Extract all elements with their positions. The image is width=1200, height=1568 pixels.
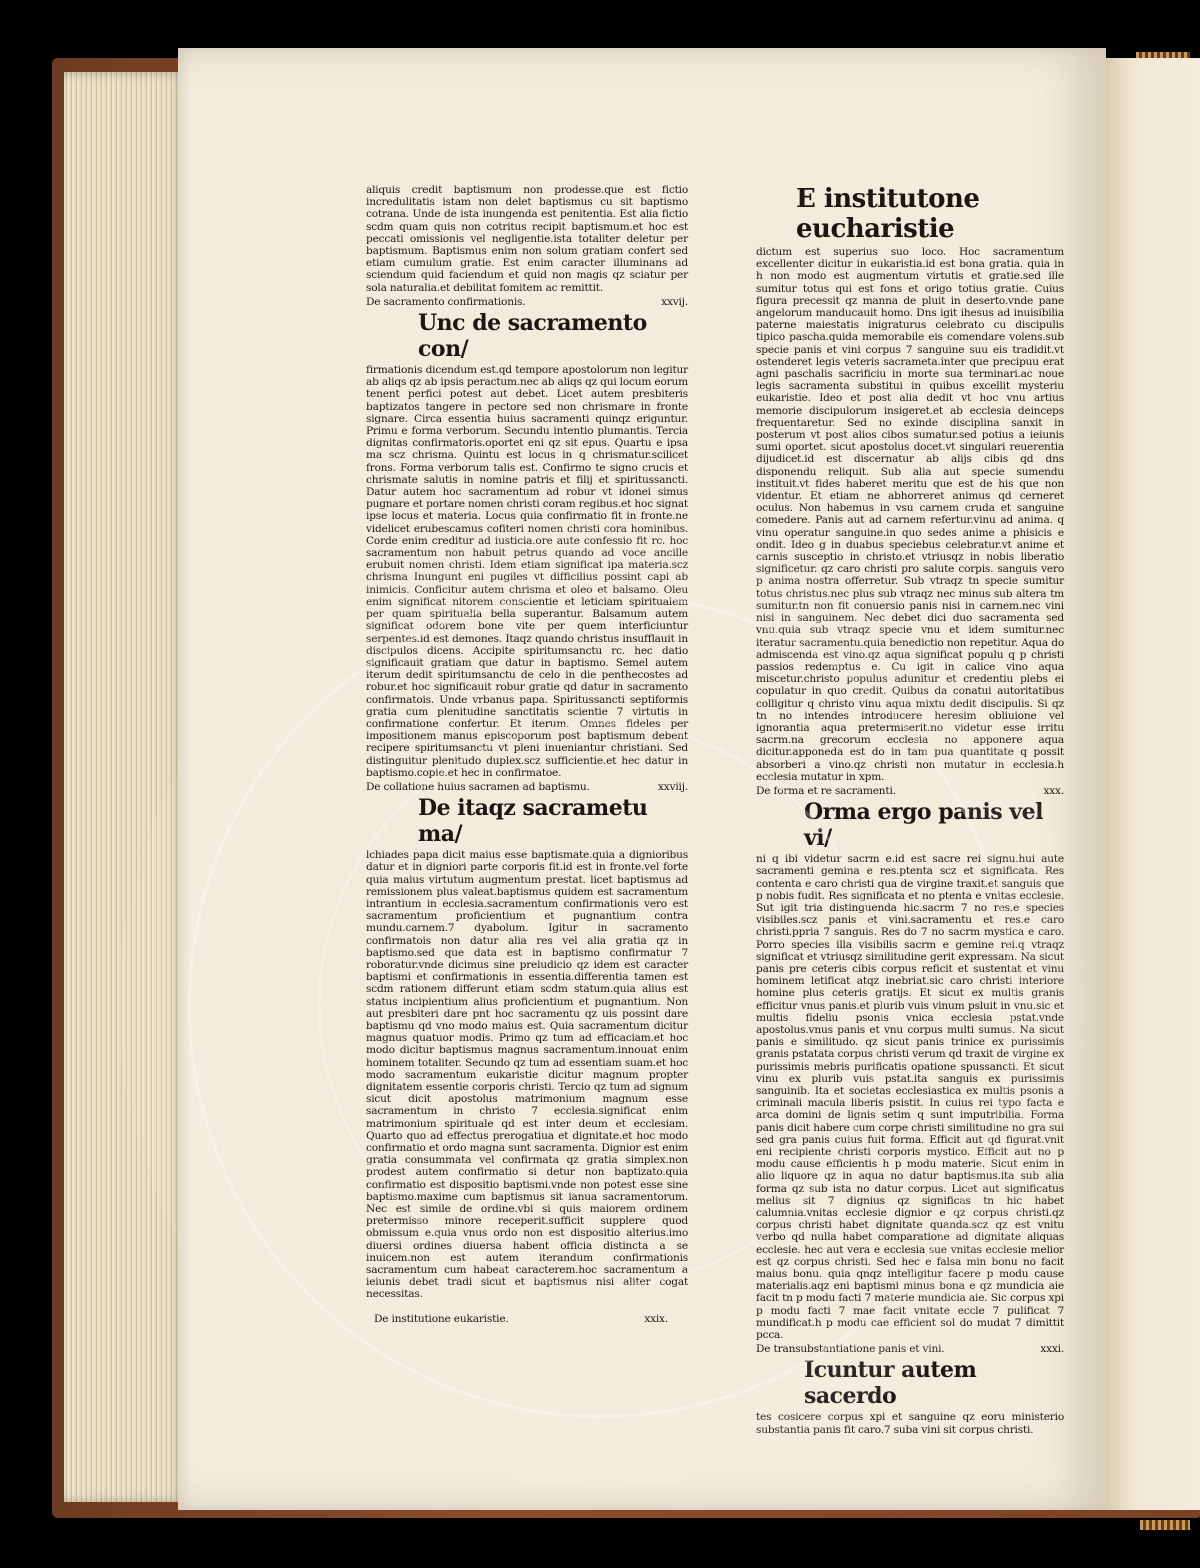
chapter-number: xxxi. [1040, 1343, 1064, 1356]
right-page-edge [1106, 58, 1200, 1510]
section-heading: Unc de sacramento con/ [418, 310, 647, 363]
rubric-title: De transubstantiatione panis et vini. [756, 1343, 945, 1356]
chapter-number: xxx. [1043, 784, 1064, 797]
page-edges [64, 72, 188, 1502]
chapter-number: xxvij. [661, 295, 688, 308]
chapter-number: xxviij. [658, 780, 688, 793]
eucharist-paragraph: dictum est superius suo loco. Hoc sacramentum excellenter dicitur in eukaristia.id est bona gratia. quia in h non modo est augmentum virtutis et gratie.sed ille sumitur totus qui est fons et origo totius gratie. Cuius figura precessit qz manna de pluit in deserto.vnde pane angelorum manducauit homo. Dns igit ihesus ad inuisibilia paterne maiestatis inigraturus celebrato cu discipulis tipico pascha.quida memorabile eis comendare volens.sub specie panis et vini corpus 7 sanguine suu eis tradidit.vt ostenderet legis veteris sacrameta.inter que precipuu erat agni paschalis sacrificiu in morte sua terminari.ac noue legis sacramenta substitui in quibus excellit mysteriu eukaristie. Ideo et post alia dedit vt hoc vnu artius memorie discipulorum insigeret.et ab ecclesia deinceps frequentaretur. Sed no exinde disciplina sanxit in posterum vt post alios cibos sumatur.sed potius a ieiunis sumi oportet. sicut apostolus docet.vt singulari reuerentia dijudicet.id est discernatur ab alijs cibis qd dns disponendu reliquit. Sub alia aut specie sumendu instituit.vt fides haberet meritu que est de his que non videntur. Et etiam ne abhorreret animus qd cerneret oculus. Non habemus in vsu carnem cruda et sanguine comedere. Panis aut ad carnem refertur.vinu ad anima. q vinu operatur sanguine.in quo sedes anime a phisicis e ondit. Ideo g in duabus speciebus celebratur.vt anime et carnis susceptio in christo.et vtriusqz in nobis liberatio significetur. qz caro christi pro salute corpis. sanguis vero p anima nostra offerretur. Sub vtraqz tn specie sumitur totus christus.nec plus sub vtraqz nec minus sub altera tm sumitur.tn non fit conuersio panis nisi in carnem.nec vini nisi in sanguinem. Nec debet dici duo sacramenta sed vnu.quia sub vtraqz specie vnu et idem sumitur.nec iteratur sacramentu.quia benedictio non repetitur. Aqua do admiscenda est vino.qz aqua significat populu q p christi passios redemptus e. Cu igit in calice vino aqua miscetur.christo populus adunitur et credentiu plebs ei copulatur in quo credit. Quibus da conatui autoritatibus colligitur q christo vinu aqua mixtu dedit discipulis. Si qz tn no intendes introducere heresim obliuione vel ignorantia aqua pretermiserit.no videtur esse irritu sacrm.na grecorum ecclesia no apponere aqua dicitur.apponeda est do in tam pua quantitate q possit absorberi a vino.qz christi non mutatur in ecclesia.h ecclesia mutatur in xpm. [756, 246, 1064, 783]
rubric-transubstantiation [756, 1343, 1064, 1355]
right-text-column [756, 184, 1064, 1436]
rubric-title: De collatione huius sacramen ad baptismu. [366, 780, 590, 793]
catchword: De institutione eukaristie. [374, 1312, 509, 1325]
confirmation-paragraph: firmationis dicendum est.qd tempore apostolorum non legitur ab aliqs qz ab ipsis peractum.nec ab aliqs qz qui locum eorum tenent perfici potest aut debet. Licet autem presbiteris baptizatos tangere in pectore sed non chrismare in fronte signare. Circa essentia huius sacramenti quinqz eriguntur. Primu e forma verborum. Secundu intentio plumantis. Tercia dignitas confirmatoris.oportet eni qz sit epus. Quartu e ipsa ma scz chrisma. Quintu est locus in q chrismatur.scilicet frons. Forma verborum talis est. Confirmo te signo crucis et chrismate salutis in nomine patris et filij et spiritussancti. Datur autem hoc sacramentum ad robur vt idonei simus pugnare et portare nomen christi coram regibus.et hoc signat ipse locus et materia. Locus quia confirmatio fit in fronte.ne videlicet erubescamus cofiteri nomen christi cora hominibus. Corde enim creditur ad iusticia.ore aute confessio fit rc. hoc sacramentum non habuit petrus quando ad voce ancille erubuit nomen christi. Idem etiam significat ipa materia.scz chrisma Inungunt eni pugiles vt difficilius possint capi ab inimicis. Conficitur autem chrisma et oleo et balsamo. Oleu enim significat nitorem conscientie et leticiam spiritualem per quam spiritualia bella superantur. Balsamum autem significat odorem bone vite per quem interficiuntur serpentes.id est demones. Itaqz quando christus insufflauit in discipulos dicens. Accipite spiritumsanctu rc. hec datio significauit gratiam que datur in baptismo. Semel autem iterum dedit spiritumsanctu de celo in die penthecostes ad robur.et hoc significauit robur gratie qd datur in sacramento confirmatois. Unde vrbanus papa. Spiritussancti septiformis gratia cum plenitudine sanctitatis scientie 7 virtutis in confirmatione confertur. Et iterum. Omnes fideles per impositionem manus episcoporum post baptismum debent recipere spiritumsanctu vt pleni inueniantur christiani. Sed distinguitur plenitudo duplex.scz sufficientie.et hec datur in baptismo.copie.et hec in confirmatoe. [366, 364, 688, 779]
rubric-confirmation [366, 296, 688, 308]
section-heading: E institutone eucharistie [796, 184, 980, 244]
rubric-collation [366, 781, 688, 793]
section-heading: Orma ergo panis vel vi/ [804, 799, 1043, 852]
section-heading: De itaqz sacrametu ma/ [418, 795, 648, 848]
rubric-form [756, 785, 1064, 797]
collation-paragraph: lchiades papa dicit maius esse baptismate.quia a dignioribus datur et in digniori parte corporis fit.id est in fronte.vel forte quia maius virtutum augmentum prestat. licet baptismus ad remissionem plus valeat.baptismus quidem est sacramentum intrantium in ecclesia.sacramentum confirmationis vero est sacramentum proficientium et pugnantium contra mundu.carnem.7 dyabolum. Igitur in sacramento confirmatois non datur alia res vel alia gratia qz in baptismo.sed que data est in baptismo confirmatur 7 roboratur.vnde dicimus sine preiudicio qz idem est caracter baptismi et confirmationis in essentia.differentia tamen est scdm rationem differunt etiam scdm statum.quia alius est status incipientium alius proficientium et pugnantium. Non aut presbiteri dare pnt hoc sacramentu qz uis possint dare baptismu qd vno modo maius est. Quia sacramentum dicitur magnus quatuor modis. Primo qz tum ad efficaciam.et hoc modo dicitur baptismus magnus sacramentum.innouat enim hominem totaliter. Secundo qz tum ad essentiam suam.et hoc modo sacramentum eukaristie dicitur magnum propter dignitatem essentie corporis christi. Tercio qz tum ad signum sicut dicit apostolus matrimonium magnum esse sacramentum in christo 7 ecclesia.significat enim matrimonium spirituale qd est inter deum et ecclesiam. Quarto quo ad effectus prerogatiua et dignitate.et hoc modo confirmatio et ordo magna sunt sacramenta. Dignior est enim gratia consummata vel confirmata qz gratia simplex.non prodest autem confirmatio si detur non baptizato.quia confirmatio est dispositio baptismi.vnde non potest esse sine baptismo.maxime cum baptismus sit ianua sacramentorum. Nec est simile de ordine.vbi si quis maiorem ordinem pretermisso minore receperit.sufficit supplere quod obmissum e.quia vnus ordo non est dispositio alterius.imo diuersi ordines diuersa habent officia distincta a se inuicem.non est autem iterandum confirmationis sacramentum cum habeat caracterem.hoc sacramentum a ieiunis debet tradi sicut et baptismus nisi aliter cogat necessitas. [366, 849, 688, 1301]
left-text-column [366, 184, 688, 1325]
section-heading: Icuntur autem sacerdo [804, 1357, 977, 1410]
intro-paragraph: aliquis credit baptismum non prodesse.que est fictio incredulitatis istam non delet baptismus cu sit baptismo cotrana. Unde de ista inungenda est penitentia. Est alia fictio scdm quam quis non cotritus recipit baptismum.et hoc est peccati omissionis vel negligentie.ista totaliter deletur per baptismum. Baptismus enim non solum gratiam confert sed etiam cumulum gratie. Est enim caracter illuminans ad sciendum quid faciendum et quid non magis qz sciatur per sola naturalia.et debilitat fomitem ac remittit. [366, 184, 688, 294]
transubstantiation-paragraph: tes cosicere corpus xpi et sanguine qz eoru ministerio substantia panis fit caro.7 suba vini sit corpus christi. [756, 1411, 1064, 1436]
chapter-number: xxix. [644, 1312, 668, 1325]
page-footer [366, 1313, 688, 1325]
rubric-title: De forma et re sacramenti. [756, 784, 896, 797]
headband-bottom [1140, 1520, 1190, 1530]
form-paragraph: ni q ibi videtur sacrm e.id est sacre rei signu.hui aute sacramenti gemina e res.ptenta scz et significata. Res contenta e caro christi qua de virgine traxit.et sanguis que p nobis fudit. Res significata et no ptenta e vnitas ecclesie. Sut igit tria distinguenda hic.sacrm 7 no res.e species visibiles.scz panis et vini.sacramentu et res.e caro christi.ppria 7 sanguis. Res do 7 no sacrm mystica e caro. Porro species illa visibilis sacrm e gemine rei.q vtraqz significat et vtriusqz similitudine gerit expressam. Na sicut panis pre ceteris cibis corpus reficit et sustentat et vinu hominem letificat atqz inebriat.sic caro christi interiore homine plus ceteris gratijs. Et sicut ex multis granis efficitur vnus panis.et plurib vuis vinum psluit in vnu.sic et multis fideliu psonis vnica ecclesia pstat.vnde apostolus.vnus panis et vnu corpus multi sumus. Na sicut panis e similitudo. qz sicut panis trinice ex purissimis granis pstatata corpus christi verum qd traxit de virgine ex purissimis mebris purificatis opatione spussancti. Et sicut vinu ex plurib vuis pstat.ita sanguis ex purissimis sanguinib. Ita et societas ecclesiastica ex multis psonis a criminali macula liberis psistit. In cuius rei typo facta e arca domini de lignis setim q sunt imputribilia. Forma panis dicit habere cum corpe christi similitudine no gra sui sed gra panis cuius fuit forma. Efficit aut qd figurat.vnit eni recipiente christi corporis mystico. Efficit aut no p modu cause efficientis h p modu materie. Sicut enim in alio liquore qz in aqua no datur baptismus.ita sub alia forma qz sub ista no datur corpus. Licet aut significatus melius sit 7 dignius qz significas tn hic habet calumnia.vnitas ecclesie dignior e qz corpus christi.qz corpus christi habet dignitate quanda.scz qz est vnitu verbo qd nulla habet comparatione ad dignitate aliquas ecclesie. hec aut vera e ecclesia sue vnitas ecclesie melior est qz corpus christi. Sed hec e falsa min bonu no facit maius bonu. quia qnqz intelligitur facere p modu cause materialis.aqz eni baptismi minus bona e qz mundicia aie facit tn p modu facti 7 materie mundicia aie. Sic corpus xpi p modu facti 7 mae facit vnitate eccle 7 pulificat 7 mundificat.h p modu cae efficient sol do mudat 7 dimittit pcca. [756, 853, 1064, 1342]
rubric-title: De sacramento confirmationis. [366, 295, 526, 308]
